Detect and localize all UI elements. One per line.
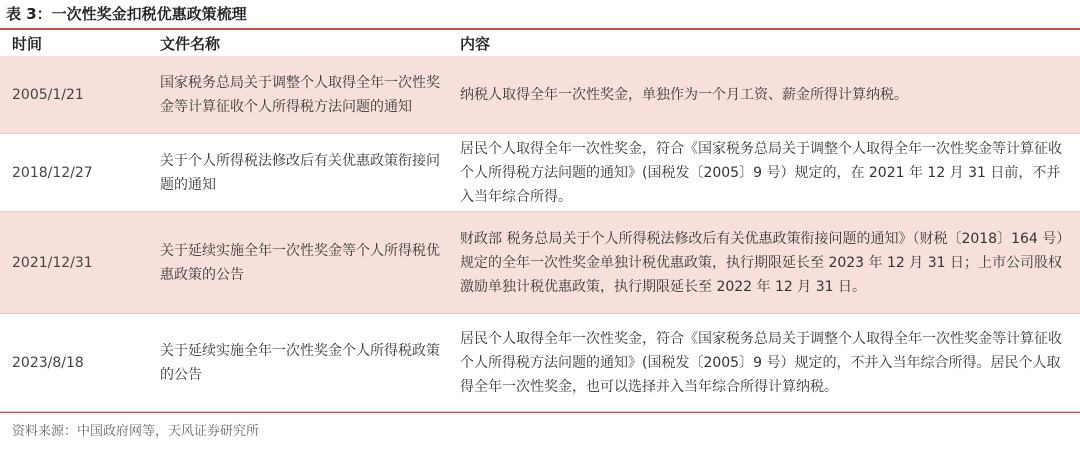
header-doc-name: 文件名称 xyxy=(160,34,221,53)
row-content: 纳税人取得全年一次性奖金，单独作为一个月工资、薪金所得计算纳税。 xyxy=(460,86,908,103)
table-row xyxy=(0,314,1080,412)
table-row xyxy=(0,56,1080,134)
row-date: 2005/1/21 xyxy=(12,86,84,103)
table-header xyxy=(0,30,1080,56)
table-row xyxy=(0,212,1080,314)
table-row xyxy=(0,134,1080,212)
header-content: 内容 xyxy=(460,34,491,53)
source-note: 资料来源：中国政府网等，天风证券研究所 xyxy=(12,424,260,439)
header-date: 时间 xyxy=(12,34,43,53)
row-date: 2021/12/31 xyxy=(12,254,93,271)
row-doc-name: 关于延续实施全年一次性奖金个人所得税政策的公告 xyxy=(160,342,440,383)
row-doc-name: 关于个人所得税法修改后有关优惠政策衔接问题的通知 xyxy=(160,152,440,193)
row-date: 2018/12/27 xyxy=(12,164,93,181)
policy-table xyxy=(0,30,1080,412)
row-content: 财政部 税务总局关于个人所得税法修改后有关优惠政策衔接问题的通知》（财税〔2018〕164 号）规定的全年一次性奖金单独计税优惠政策，执行期限延长至 2023 年 12 月 31 日；上市公司股权激励单独计税优惠政策，执行期限延长至 2022 年 12 月 31 日。 xyxy=(460,230,1064,295)
row-content: 居民个人取得全年一次性奖金，符合《国家税务总局关于调整个人取得全年一次性奖金等计算征收个人所得税方法问题的通知》(国税发〔2005〕9 号）规定的，在 2021 年 12 月 31 日前，不并入当年综合所得。 xyxy=(460,140,1062,205)
row-doc-name: 关于延续实施全年一次性奖金等个人所得税优惠政策的公告 xyxy=(160,242,440,283)
table-title: 表 3：一次性奖金扣税优惠政策梳理 xyxy=(6,5,247,23)
row-content: 居民个人取得全年一次性奖金，符合《国家税务总局关于调整个人取得全年一次性奖金等计算征收个人所得税方法问题的通知》(国税发〔2005〕9 号）规定的，不并入当年综合所得。居民个人取得全年一次性奖金，也可以选择并入当年综合所得计算纳税。 xyxy=(460,330,1062,395)
row-doc-name: 国家税务总局关于调整个人取得全年一次性奖金等计算征收个人所得税方法问题的通知 xyxy=(160,74,440,115)
bottom-rule-divider xyxy=(0,412,1080,413)
row-date: 2023/8/18 xyxy=(12,354,84,371)
